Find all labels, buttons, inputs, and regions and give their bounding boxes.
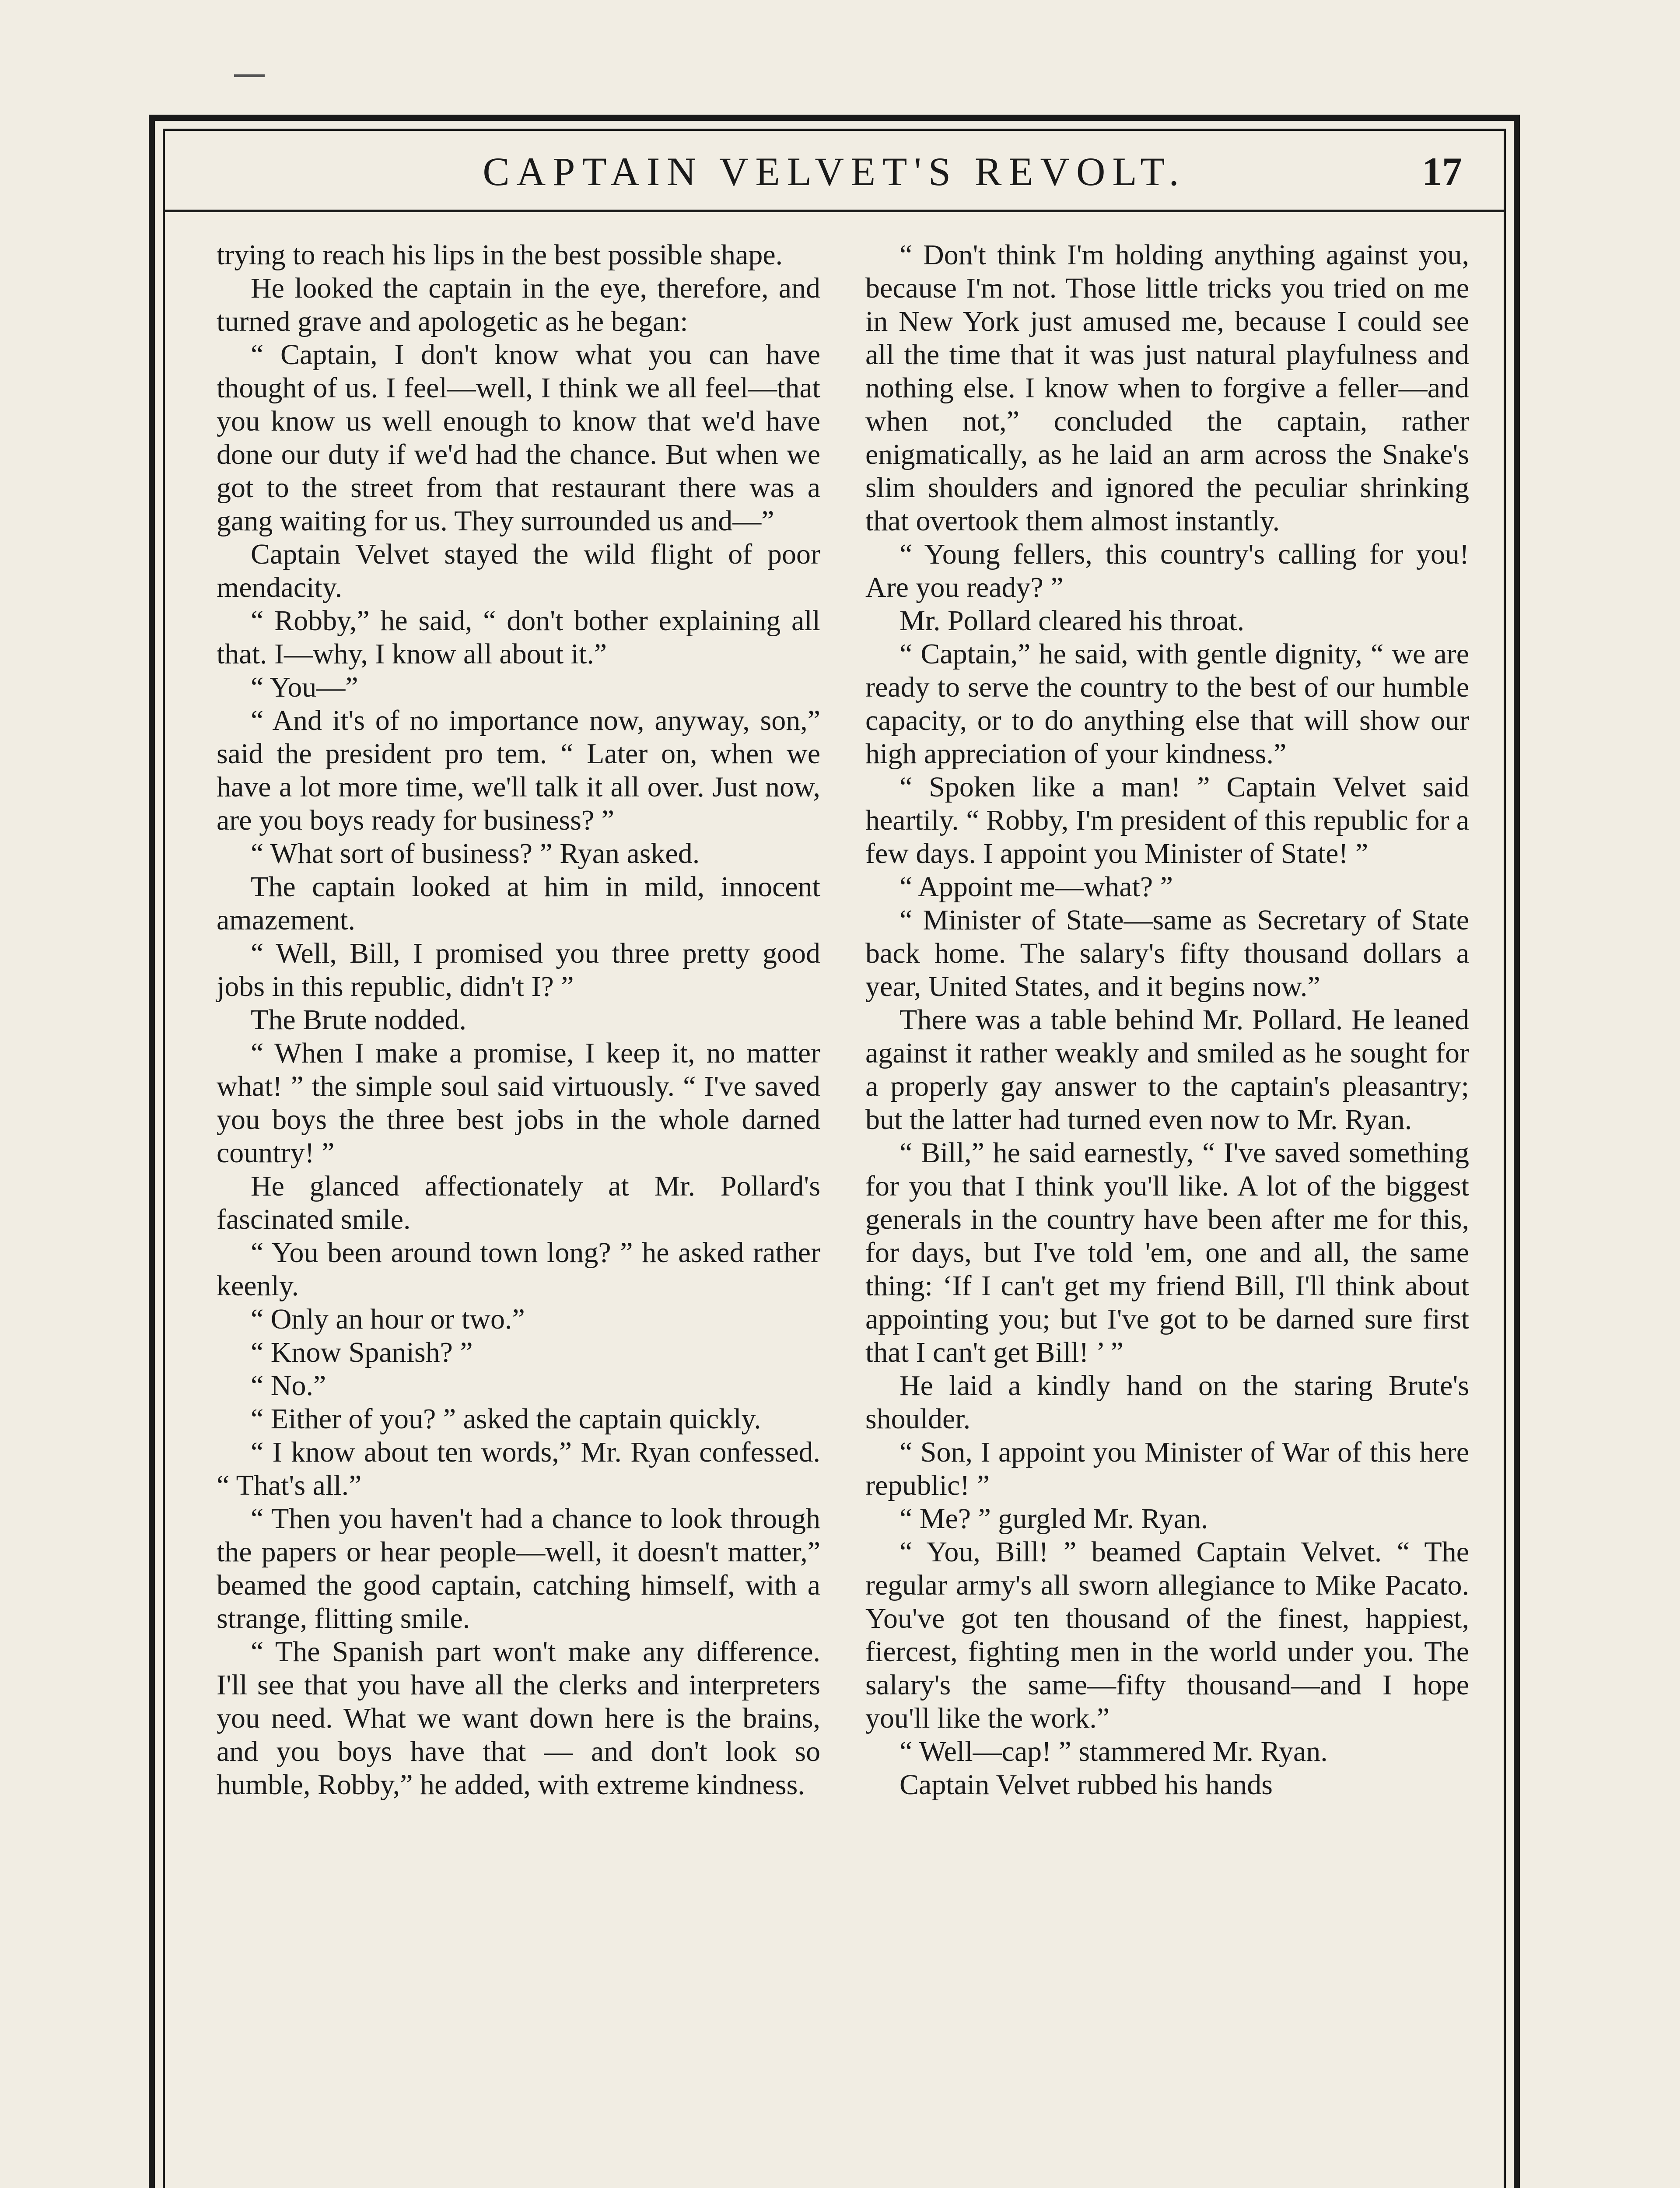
running-header <box>165 131 1504 210</box>
paragraph: “ Well, Bill, I promised you three pretty good jobs in this republic, didn't I? ” <box>217 937 820 1003</box>
paragraph: “ Robby,” he said, “ don't bother explaining all that. I—why, I know all about it.” <box>217 605 820 670</box>
paragraph: “ Captain, I don't know what you can have thought of us. I feel—well, I think we all feel—that you know us well enough to know that we'd have done our duty if we'd had the chance. But when we got to the street from that restaurant there was a gang waiting for us. They surrounded us and—” <box>217 339 820 537</box>
paragraph: The Brute nodded. <box>251 1004 467 1036</box>
paragraph: “ Well—cap! ” stammered Mr. Ryan. <box>900 1736 1328 1767</box>
paragraph: “ Then you haven't had a chance to look through the papers or hear people—well, it doesn't matter,” beamed the good captain, catching himself, with a strange, flitting smile. <box>217 1503 820 1634</box>
stray-mark <box>234 74 265 77</box>
paragraph: There was a table behind Mr. Pollard. He leaned against it rather weakly and smiled as he sought for a properly gay answer to the captain's pleasantry; but the latter had turned even now to Mr. Ryan. <box>865 1004 1469 1136</box>
paragraph: He looked the captain in the eye, therefore, and turned grave and apologetic as he began: <box>217 272 820 337</box>
paragraph: “ And it's of no importance now, anyway, son,” said the president pro tem. “ Later on, when we have a lot more time, we'll talk it all over. Just now, are you boys ready for business? ” <box>217 705 820 836</box>
paragraph: “ You—” <box>251 671 358 703</box>
paragraph: “ Either of you? ” asked the captain quickly. <box>251 1403 761 1435</box>
paragraph: “ Minister of State—same as Secretary of State back home. The salary's fifty thousand dollars a year, United States, and it begins now.” <box>865 904 1469 1003</box>
paragraph: “ Spoken like a man! ” Captain Velvet said heartily. “ Robby, I'm president of this republic for a few days. I appoint you Minister of State! ” <box>865 771 1469 870</box>
paragraph: “ You been around town long? ” he asked rather keenly. <box>217 1237 820 1302</box>
paragraph: “ You, Bill! ” beamed Captain Velvet. “ The regular army's all sworn allegiance to Mike Pacato. You've got ten thousand of the finest, happiest, fiercest, fighting men in the world under you. The salary's the same—fifty thousand—and I hope you'll like the work.” <box>865 1536 1469 1734</box>
paragraph: The captain looked at him in mild, innocent amazement. <box>217 871 820 936</box>
paragraph: “ Only an hour or two.” <box>251 1303 525 1335</box>
text-column-left <box>217 238 820 1802</box>
paragraph: “ No.” <box>251 1370 326 1402</box>
paragraph: Captain Velvet stayed the wild flight of poor mendacity. <box>217 538 820 603</box>
paragraph: “ What sort of business? ” Ryan asked. <box>251 838 700 870</box>
paragraph: He glanced affectionately at Mr. Pollard's fascinated smile. <box>217 1170 820 1235</box>
page-number: 17 <box>1422 149 1462 194</box>
paragraph: “ Captain,” he said, with gentle dignity, “ we are ready to serve the country to the best of our humble capacity, or to do anything else that will show our high appreciation of your kindness.” <box>865 638 1469 770</box>
paragraph: “ Appoint me—what? ” <box>900 871 1173 903</box>
paragraph: “ I know about ten words,” Mr. Ryan confessed. “ That's all.” <box>217 1436 820 1501</box>
paragraph: “ Bill,” he said earnestly, “ I've saved something for you that I think you'll like. A lot of the biggest generals in the country have been after me for this, for days, but I've told 'em, one and all, the same thing: ‘If I can't get my friend Bill, I'll think about appointing you; but I've got to be darned sure first that I can't get Bill! ’ ” <box>865 1137 1469 1368</box>
paragraph: “ Know Spanish? ” <box>251 1336 473 1368</box>
paragraph: Mr. Pollard cleared his throat. <box>900 605 1245 637</box>
running-title: CAPTAIN VELVET'S REVOLT. <box>483 149 1186 194</box>
paragraph: trying to reach his lips in the best possible shape. <box>217 239 783 271</box>
paragraph: “ The Spanish part won't make any difference. I'll see that you have all the clerks and interpreters you need. What we want down here is the brains, and you boys have that — and don't look so humble, Robby,” he added, with extreme kindness. <box>217 1636 820 1801</box>
paragraph: “ When I make a promise, I keep it, no matter what! ” the simple soul said virtuously. “ I've saved you boys the three best jobs in the whole darned country! ” <box>217 1037 820 1169</box>
paragraph: “ Son, I appoint you Minister of War of this here republic! ” <box>865 1436 1469 1501</box>
header-rule <box>165 210 1504 212</box>
paragraph: “ Me? ” gurgled Mr. Ryan. <box>900 1503 1208 1535</box>
paragraph: “ Young fellers, this country's calling for you! Are you ready? ” <box>865 538 1469 603</box>
text-column-right <box>865 238 1469 1802</box>
paragraph: Captain Velvet rubbed his hands <box>900 1769 1273 1801</box>
paragraph: He laid a kindly hand on the staring Brute's shoulder. <box>865 1370 1469 1435</box>
paragraph: “ Don't think I'm holding anything against you, because I'm not. Those little tricks you tried on me in New York just amused me, because I could see all the time that it was just natural playfulness and nothing else. I know when to forgive a feller—and when not,” concluded the captain, rather enigmatically, as he laid an arm across the Snake's slim shoulders and ignored the peculiar shrinking that overtook them almost instantly. <box>865 239 1469 537</box>
